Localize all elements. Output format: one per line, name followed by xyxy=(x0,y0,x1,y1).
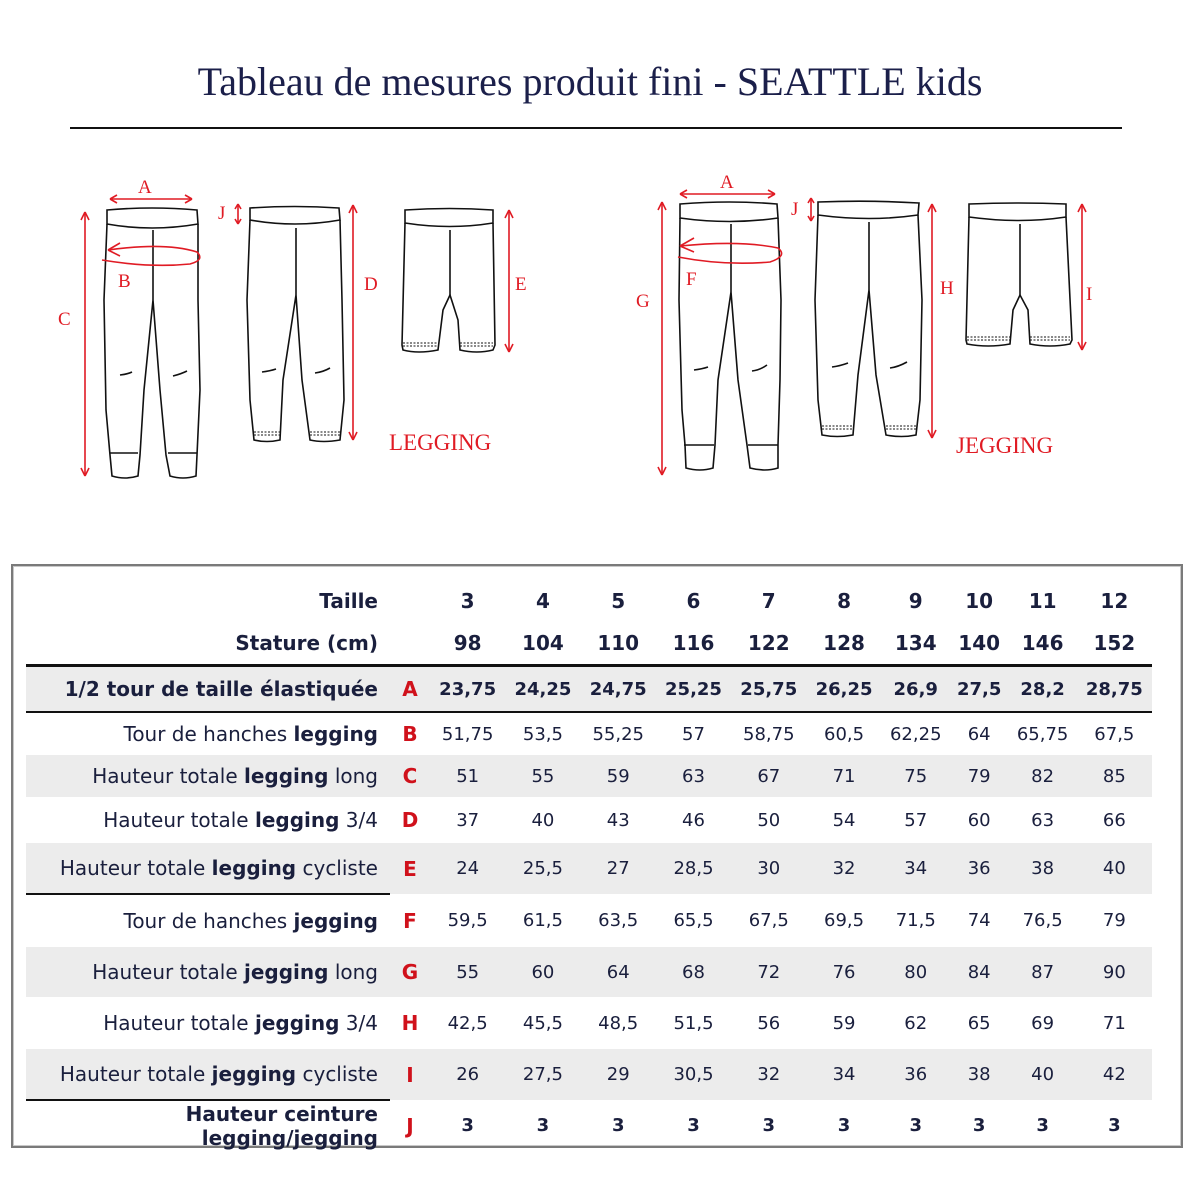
measurement-table-frame xyxy=(11,564,1183,1148)
value-cell: 34 xyxy=(882,843,950,894)
row-label-text: Hauteur totale xyxy=(92,960,244,984)
row-label-text: Tour de hanches xyxy=(123,909,294,933)
value-cell: 3 xyxy=(762,1115,776,1136)
value-cell: 3 xyxy=(837,1115,851,1136)
row-label xyxy=(26,997,390,1049)
value-cell: 59 xyxy=(581,755,656,797)
row-label-bold: legging xyxy=(254,808,340,832)
value-cell: 71 xyxy=(1102,1012,1126,1034)
value-cell: 3 xyxy=(972,1115,986,1136)
taille-cell: 4 xyxy=(535,589,550,613)
value-cell: 42,5 xyxy=(447,1012,488,1034)
marker-j: J xyxy=(218,203,226,224)
value-cell: 55 xyxy=(505,755,580,797)
value-cell: 51,5 xyxy=(673,1012,714,1034)
row-label-bold: jegging xyxy=(293,909,378,933)
row-label-bold: jegging xyxy=(254,1011,340,1035)
value-cell: 55 xyxy=(430,947,505,997)
value-cell: 67,5 xyxy=(748,910,789,931)
title-divider xyxy=(70,127,1122,129)
row-label-bold: legging xyxy=(244,764,329,788)
value-cell: 69,5 xyxy=(824,910,865,931)
jegging-label: JEGGING xyxy=(956,433,1054,458)
value-cell: 63 xyxy=(1031,809,1055,831)
row-label-text: Hauteur totale xyxy=(59,1062,212,1086)
row-label-suffix: long xyxy=(328,764,378,788)
stature-cell: 104 xyxy=(522,631,564,655)
value-cell: 67,5 xyxy=(1094,723,1135,745)
value-cell: 53,5 xyxy=(522,723,563,745)
marker-j: J xyxy=(791,199,799,220)
row-letter: A xyxy=(390,666,430,713)
value-cell: 34 xyxy=(806,1049,881,1100)
value-cell: 87 xyxy=(1009,947,1077,997)
value-cell: 60 xyxy=(967,809,991,831)
value-cell: 24 xyxy=(430,843,505,894)
row-letter: I xyxy=(390,1049,430,1100)
stature-cell: 122 xyxy=(747,631,790,655)
table-row xyxy=(26,894,1152,947)
stature-cell: 140 xyxy=(958,631,1001,655)
value-cell: 45,5 xyxy=(522,1012,563,1034)
table-row xyxy=(26,1100,1152,1151)
value-cell: 48,5 xyxy=(598,1012,639,1034)
marker-a: A xyxy=(720,172,734,193)
row-label-text: Tour de hanches xyxy=(123,722,294,746)
value-cell: 25,75 xyxy=(731,666,806,713)
value-cell: 27,5 xyxy=(505,1049,580,1100)
marker-h: H xyxy=(940,278,954,299)
row-letter: G xyxy=(390,947,430,997)
row-label xyxy=(26,1049,390,1100)
legging-label: LEGGING xyxy=(389,430,492,455)
page-title: Tableau de mesures produit fini - SEATTLE kids xyxy=(197,59,983,104)
value-cell: 25,5 xyxy=(505,843,580,894)
value-cell: 90 xyxy=(1077,947,1152,997)
row-letter: F xyxy=(403,908,417,933)
value-cell: 42 xyxy=(1077,1049,1152,1100)
marker-c: C xyxy=(58,309,71,330)
value-cell: 64 xyxy=(581,947,656,997)
value-cell: 82 xyxy=(1009,755,1077,797)
table-row xyxy=(26,843,1152,894)
value-cell: 3 xyxy=(461,1115,474,1136)
row-label-suffix: cycliste xyxy=(296,856,378,880)
value-cell: 40 xyxy=(1077,843,1152,894)
value-cell: 3 xyxy=(687,1115,700,1136)
value-cell: 28,75 xyxy=(1077,666,1152,713)
value-cell: 69 xyxy=(1031,1012,1055,1034)
value-cell: 40 xyxy=(1009,1049,1077,1100)
value-cell: 71 xyxy=(806,755,881,797)
row-label-text: 1/2 tour de taille élastiquée xyxy=(64,677,378,701)
taille-cell: 11 xyxy=(1028,589,1057,613)
measurement-table xyxy=(26,580,1152,1151)
row-label-bold: jegging xyxy=(211,1062,297,1086)
row-label-text: Hauteur totale xyxy=(92,764,244,788)
table-row xyxy=(26,666,1152,713)
table-row xyxy=(26,997,1152,1049)
value-cell: 60,5 xyxy=(824,723,865,745)
table-row xyxy=(26,797,1152,843)
row-letter: D xyxy=(401,808,419,832)
value-cell: 3 xyxy=(1036,1115,1049,1136)
value-cell: 57 xyxy=(904,809,928,831)
value-cell: 3 xyxy=(536,1115,550,1136)
value-cell: 76 xyxy=(806,947,881,997)
value-cell: 24,75 xyxy=(581,666,656,713)
value-cell: 63 xyxy=(656,755,731,797)
stature-cell: 146 xyxy=(1021,631,1064,655)
value-cell: 24,25 xyxy=(505,666,580,713)
value-cell: 28,5 xyxy=(656,843,731,894)
table-row xyxy=(26,712,1152,755)
value-cell: 26,25 xyxy=(806,666,881,713)
value-cell: 36 xyxy=(882,1049,950,1100)
taille-cell: 5 xyxy=(611,589,626,613)
value-cell: 79 xyxy=(950,755,1009,797)
value-cell: 59 xyxy=(832,1012,856,1034)
value-cell: 62 xyxy=(904,1012,928,1034)
value-cell: 55,25 xyxy=(592,723,644,745)
stature-cell: 110 xyxy=(597,631,640,655)
value-cell: 80 xyxy=(882,947,950,997)
value-cell: 67 xyxy=(731,755,806,797)
row-label xyxy=(26,797,390,843)
value-cell: 36 xyxy=(950,843,1009,894)
value-cell: 25,25 xyxy=(656,666,731,713)
value-cell: 38 xyxy=(1009,843,1077,894)
value-cell: 84 xyxy=(950,947,1009,997)
legging-illustration-icon xyxy=(40,160,540,500)
value-cell: 27 xyxy=(581,843,656,894)
value-cell: 65,75 xyxy=(1016,723,1069,745)
row-label xyxy=(26,947,390,997)
value-cell: 85 xyxy=(1077,755,1152,797)
row-label-bold: legging xyxy=(211,856,297,880)
marker-i: I xyxy=(1086,284,1093,305)
table-header-stature xyxy=(26,622,1152,666)
value-cell: 26,9 xyxy=(882,666,950,713)
header-label-taille: Taille xyxy=(319,589,378,613)
value-cell: 38 xyxy=(950,1049,1009,1100)
marker-b: B xyxy=(118,271,131,292)
value-cell: 62,25 xyxy=(889,723,942,745)
value-cell: 51 xyxy=(430,755,505,797)
value-cell: 30 xyxy=(731,843,806,894)
row-label xyxy=(26,755,390,797)
value-cell: 79 xyxy=(1102,910,1126,931)
row-label xyxy=(26,894,390,947)
row-label xyxy=(26,1100,390,1151)
table-row xyxy=(26,1049,1152,1100)
value-cell: 57 xyxy=(682,723,705,745)
row-label-text: Hauteur totale xyxy=(59,856,212,880)
jegging-illustration-icon xyxy=(620,160,1120,500)
value-cell: 74 xyxy=(967,910,991,931)
stature-cell: 98 xyxy=(453,631,482,655)
value-cell: 3 xyxy=(909,1115,923,1136)
value-cell: 32 xyxy=(731,1049,806,1100)
jegging-diagram xyxy=(620,160,1120,500)
value-cell: 72 xyxy=(731,947,806,997)
taille-cell: 6 xyxy=(686,589,701,613)
value-cell: 27,5 xyxy=(950,666,1009,713)
value-cell: 29 xyxy=(581,1049,656,1100)
row-letter: E xyxy=(390,843,430,894)
value-cell: 56 xyxy=(757,1012,781,1034)
value-cell: 28,2 xyxy=(1009,666,1077,713)
legging-diagram xyxy=(40,160,540,500)
value-cell: 75 xyxy=(882,755,950,797)
marker-f: F xyxy=(686,269,697,290)
value-cell: 30,5 xyxy=(656,1049,731,1100)
stature-cell: 128 xyxy=(823,631,865,655)
value-cell: 65,5 xyxy=(673,910,714,931)
row-label-bold: jegging xyxy=(244,960,329,984)
marker-a: A xyxy=(138,177,152,198)
value-cell: 32 xyxy=(806,843,881,894)
value-cell: 60 xyxy=(505,947,580,997)
table-row xyxy=(26,947,1152,997)
row-letter: C xyxy=(390,755,430,797)
row-letter: B xyxy=(402,722,418,746)
taille-cell: 7 xyxy=(761,589,776,613)
value-cell: 54 xyxy=(832,809,856,831)
stature-cell: 152 xyxy=(1093,631,1136,655)
value-cell: 65 xyxy=(967,1012,991,1034)
table-header-taille xyxy=(26,580,1152,622)
row-letter: H xyxy=(401,1011,419,1035)
marker-g: G xyxy=(636,291,650,312)
taille-cell: 8 xyxy=(837,589,851,613)
row-label-suffix: 3/4 xyxy=(339,808,378,832)
value-cell: 23,75 xyxy=(430,666,505,713)
value-cell: 66 xyxy=(1102,809,1126,831)
row-label-suffix: long xyxy=(328,960,378,984)
table-row xyxy=(26,755,1152,797)
value-cell: 63,5 xyxy=(598,910,639,931)
value-cell: 51,75 xyxy=(441,723,494,745)
row-label-text: Hauteur totale xyxy=(103,1011,255,1035)
row-label-text: Hauteur ceinture legging/jegging xyxy=(185,1102,378,1150)
row-letter: J xyxy=(406,1113,414,1138)
marker-d: D xyxy=(364,274,378,295)
value-cell: 64 xyxy=(967,723,991,745)
stature-cell: 116 xyxy=(672,631,715,655)
header-label-stature: Stature (cm) xyxy=(235,631,378,655)
value-cell: 68 xyxy=(656,947,731,997)
value-cell: 40 xyxy=(531,809,555,831)
value-cell: 58,75 xyxy=(743,723,795,745)
value-cell: 37 xyxy=(456,809,480,831)
value-cell: 26 xyxy=(430,1049,505,1100)
row-label xyxy=(26,666,390,713)
value-cell: 71,5 xyxy=(895,910,936,931)
value-cell: 50 xyxy=(757,809,781,831)
taille-cell: 12 xyxy=(1100,589,1129,613)
row-label xyxy=(26,843,390,894)
value-cell: 3 xyxy=(611,1115,625,1136)
row-label-bold: legging xyxy=(293,722,378,746)
marker-e: E xyxy=(515,274,527,295)
value-cell: 59,5 xyxy=(447,910,488,931)
row-label xyxy=(26,712,390,755)
value-cell: 3 xyxy=(1108,1115,1121,1136)
stature-cell: 134 xyxy=(894,631,937,655)
value-cell: 76,5 xyxy=(1022,910,1063,931)
taille-cell: 3 xyxy=(460,589,475,613)
taille-cell: 9 xyxy=(908,589,923,613)
value-cell: 43 xyxy=(606,809,630,831)
row-label-text: Hauteur totale xyxy=(103,808,255,832)
row-label-suffix: 3/4 xyxy=(339,1011,378,1035)
value-cell: 46 xyxy=(682,809,705,831)
row-label-suffix: cycliste xyxy=(296,1062,378,1086)
value-cell: 61,5 xyxy=(522,910,563,931)
taille-cell: 10 xyxy=(965,589,994,613)
